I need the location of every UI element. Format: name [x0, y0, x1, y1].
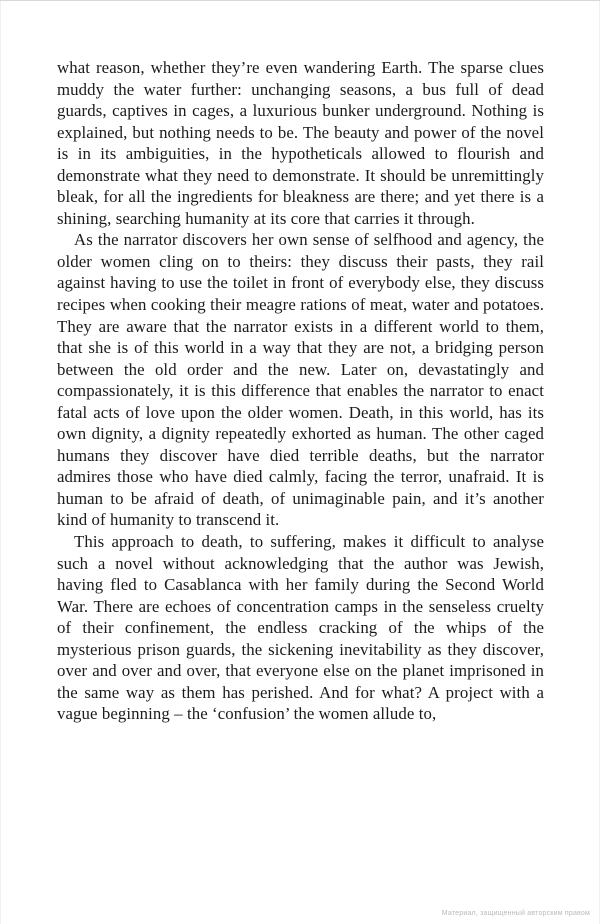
paragraph: This approach to death, to suffering, makes it difficult to analyse such a novel without acknowledging that the author was Jewish, having fled to Casablanca with her family during the Second World War. There are echoes of concentration camps in the senseless cruelty of their confinement, the endless cracking of the whips of the mysterious prison guards, the sickening inevitability as they discover, over and over and over, that everyone else on the planet imprisoned in the same way as them has perished. And for what? A project with a vague beginning – the ‘confusion’ the women allude to,	[57, 532, 544, 724]
page-text-block	[57, 57, 544, 725]
paragraph: what reason, whether they’re even wandering Earth. The sparse clues muddy the water further: unchanging seasons, a bus full of dead guards, captives in cages, a luxurious bunker underground. Nothing is explained, but nothing needs to be. The beauty and power of the novel is in its ambiguities, in the hypotheticals allowed to flourish and demonstrate what they need to demonstrate. It should be unremittingly bleak, for all the ingredients for bleakness are there; and yet there is a shining, searching humanity at its core that carries it through.	[57, 58, 544, 228]
paragraph: As the narrator discovers her own sense of selfhood and agency, the older women cling on to theirs: they discuss their pasts, they rail against having to use the toilet in front of everybody else, they discuss recipes when cooking their meagre rations of meat, water and potatoes. They are aware that the narrator exists in a different world to them, that she is of this world in a way that they are not, a bridging person between the old order and the new. Later on, devastatingly and compassionately, it is this difference that enables the narrator to enact fatal acts of love upon the older women. Death, in this world, has its own dignity, a dignity repeatedly exhorted as human. The other caged humans they discover have died terrible deaths, but the narrator admires those who have died calmly, facing the terror, unafraid. It is human to be afraid of death, of unimaginable pain, and it’s another kind of humanity to transcend it.	[57, 230, 544, 530]
copyright-watermark: Материал, защищенный авторским правом	[441, 910, 590, 917]
